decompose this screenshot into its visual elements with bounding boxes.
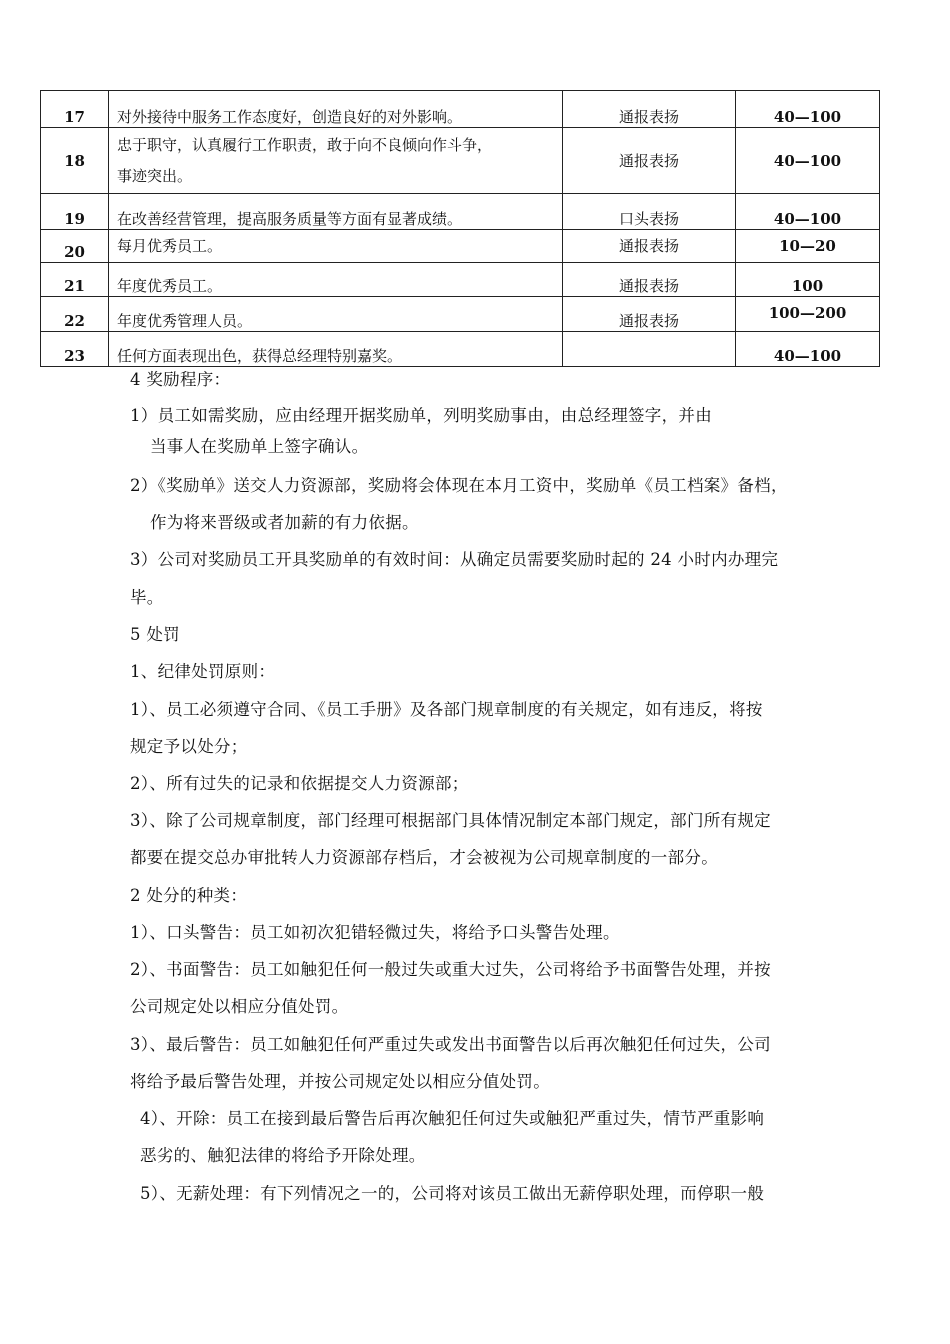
reward-score: 40—100 — [736, 128, 880, 194]
reward-type: 通报表扬 — [563, 128, 736, 194]
row-number: 22 — [41, 297, 109, 332]
table-row — [41, 230, 880, 263]
reward-item-line: 忠于职守，认真履行工作职责，敢于向不良倾向作斗争， — [117, 135, 493, 154]
reward-score: 40—100 — [736, 332, 880, 367]
row-number: 18 — [41, 128, 109, 194]
paragraph: 公司规定处以相应分值处罚。 — [130, 997, 349, 1016]
paragraph: 将给予最后警告处理，并按公司规定处以相应分值处罚。 — [130, 1072, 550, 1091]
reward-type: 通报表扬 — [563, 263, 736, 297]
table-row — [41, 297, 880, 332]
reward-item: 任何方面表现出色，获得总经理特别嘉奖。 — [109, 332, 563, 367]
reward-item: 年度优秀管理人员。 — [109, 297, 563, 332]
table-row — [41, 332, 880, 367]
table-row — [41, 194, 880, 230]
paragraph: 3）、最后警告：员工如触犯任何严重过失或发出书面警告以后再次触犯任何过失，公司 — [130, 1035, 771, 1054]
paragraph: 1）、员工必须遵守合同、《员工手册》及各部门规章制度的有关规定，如有违反，将按 — [130, 700, 763, 719]
reward-score: 100 — [736, 263, 880, 297]
reward-type: 通报表扬 — [563, 91, 736, 128]
subheading: 2 处分的种类： — [130, 886, 248, 905]
reward-score: 40—100 — [736, 91, 880, 128]
reward-score: 40—100 — [736, 194, 880, 230]
paragraph: 2）、所有过失的记录和依据提交人力资源部； — [130, 774, 469, 793]
section-heading-penalty: 5 处罚 — [130, 625, 180, 644]
row-number: 19 — [41, 194, 109, 230]
subheading: 1、纪律处罚原则： — [130, 662, 276, 681]
reward-type: 口头表扬 — [563, 194, 736, 230]
reward-score: 100—200 — [736, 297, 880, 332]
table-row — [41, 128, 880, 194]
row-number: 17 — [41, 91, 109, 128]
reward-type: 通报表扬 — [563, 230, 736, 263]
reward-item: 对外接待中服务工作态度好，创造良好的对外影响。 — [109, 91, 563, 128]
paragraph: 都要在提交总办审批转人力资源部存档后，才会被视为公司规章制度的一部分。 — [130, 848, 718, 867]
paragraph: 1）、口头警告：员工如初次犯错轻微过失，将给予口头警告处理。 — [130, 923, 620, 942]
paragraph: 2）《奖励单》送交人力资源部，奖励将会体现在本月工资中，奖励单《员工档案》备档， — [130, 476, 788, 495]
reward-item: 年度优秀员工。 — [109, 263, 563, 297]
reward-type: 通报表扬 — [563, 297, 736, 332]
paragraph: 作为将来晋级或者加薪的有力依据。 — [150, 513, 419, 532]
reward-item: 每月优秀员工。 — [109, 230, 563, 263]
table-row — [41, 91, 880, 128]
paragraph: 毕。 — [130, 588, 164, 607]
row-number: 21 — [41, 263, 109, 297]
paragraph: 5）、无薪处理：有下列情况之一的，公司将对该员工做出无薪停职处理，而停职一般 — [140, 1184, 765, 1203]
paragraph: 4）、开除：员工在接到最后警告后再次触犯任何过失或触犯严重过失，情节严重影响 — [140, 1109, 765, 1128]
row-number: 20 — [41, 230, 109, 263]
paragraph: 2）、书面警告：员工如触犯任何一般过失或重大过失，公司将给予书面警告处理，并按 — [130, 960, 771, 979]
reward-item — [109, 128, 563, 194]
reward-score: 10—20 — [736, 230, 880, 263]
table-row — [41, 263, 880, 297]
paragraph: 3）、除了公司规章制度，部门经理可根据部门具体情况制定本部门规定，部门所有规定 — [130, 811, 771, 830]
section-heading-reward-procedure: 4 奖励程序： — [130, 370, 231, 389]
paragraph: 规定予以处分； — [130, 737, 248, 756]
paragraph: 1）员工如需奖励，应由经理开据奖励单，列明奖励事由，由总经理签字，并由 — [130, 406, 712, 425]
reward-item: 在改善经营管理，提高服务质量等方面有显著成绩。 — [109, 194, 563, 230]
paragraph: 恶劣的、触犯法律的将给予开除处理。 — [140, 1146, 426, 1165]
paragraph: 3）公司对奖励员工开具奖励单的有效时间：从确定员需要奖励时起的 24 小时内办理完 — [130, 550, 779, 569]
row-number: 23 — [41, 332, 109, 367]
paragraph: 当事人在奖励单上签字确认。 — [150, 437, 369, 456]
reward-item-line: 事迹突出。 — [117, 166, 193, 185]
reward-type — [563, 332, 736, 367]
reward-table — [40, 90, 880, 367]
